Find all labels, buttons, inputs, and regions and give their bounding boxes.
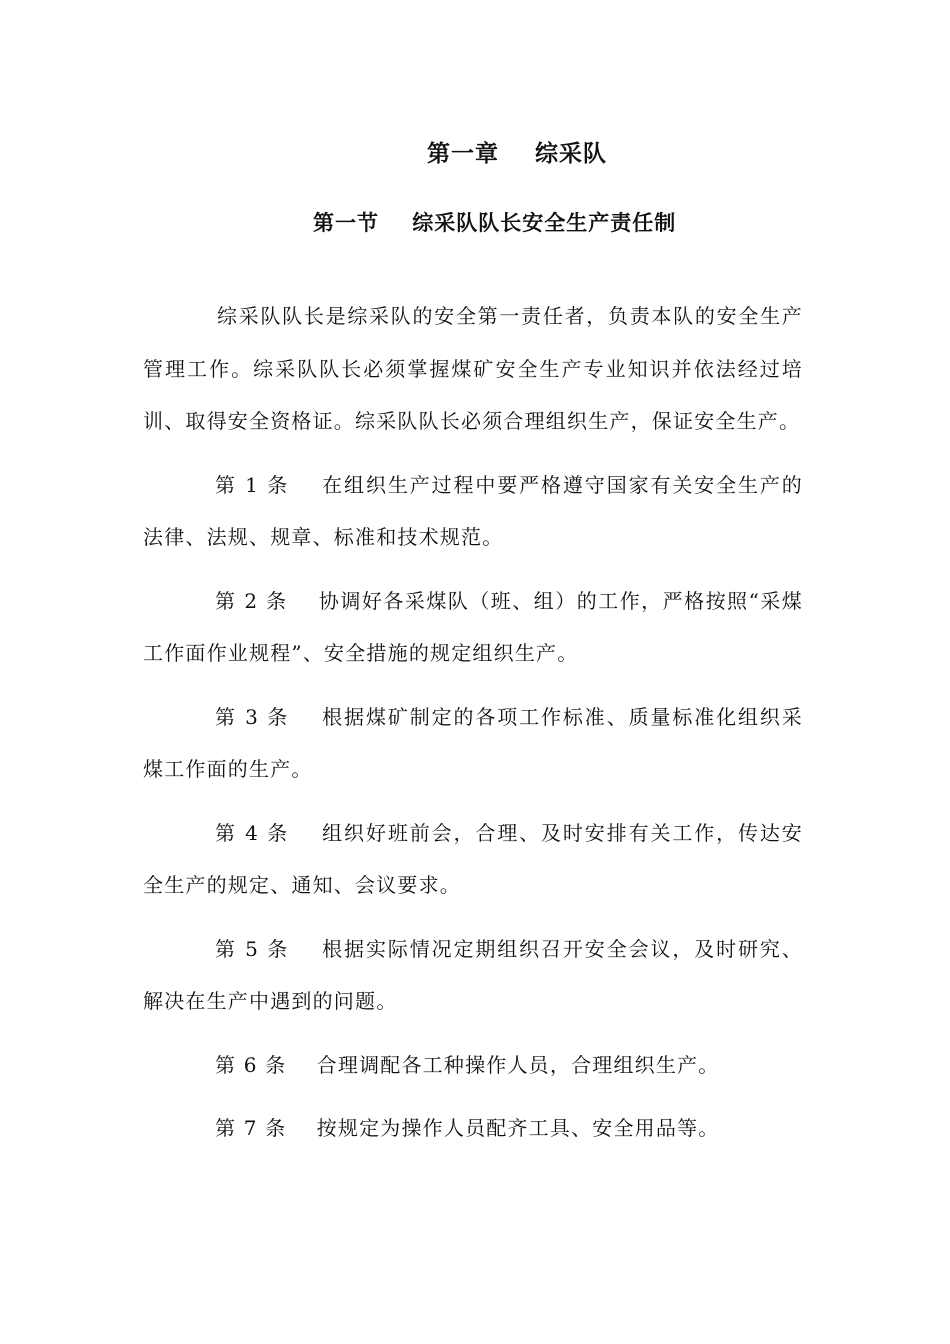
article-7: 第 7 条 按规定为操作人员配齐工具、安全用品等。 xyxy=(215,1116,720,1140)
article-4: 第 4 条 组织好班前会，合理、及时安排有关工作，传达安全生产的规定、通知、会议要求。 xyxy=(143,820,803,897)
article-2: 第 2 条 协调好各采煤队（班、组）的工作，严格按照“采煤工作面作业规程”、安全措施的规定组织生产。 xyxy=(143,588,803,665)
section-title: 第一节 综采队队长安全生产责任制 xyxy=(313,210,677,235)
document-body xyxy=(143,290,803,1166)
intro-paragraph: 综采队队长是综采队的安全第一责任者，负责本队的安全生产管理工作。综采队队长必须掌握煤矿安全生产专业知识并依法经过培训、取得安全资格证。综采队队长必须合理组织生产，保证安全生产。 xyxy=(143,304,803,433)
chapter-title: 第一章 综采队 xyxy=(426,140,608,167)
article-6: 第 6 条 合理调配各工种操作人员，合理组织生产。 xyxy=(215,1052,720,1077)
article-3: 第 3 条 根据煤矿制定的各项工作标准、质量标准化组织采煤工作面的生产。 xyxy=(143,704,803,781)
article-5: 第 5 条 根据实际情况定期组织召开安全会议，及时研究、解决在生产中遇到的问题。 xyxy=(143,936,803,1013)
article-1: 第 1 条 在组织生产过程中要严格遵守国家有关安全生产的法律、法规、规章、标准和技术规范。 xyxy=(143,472,803,549)
